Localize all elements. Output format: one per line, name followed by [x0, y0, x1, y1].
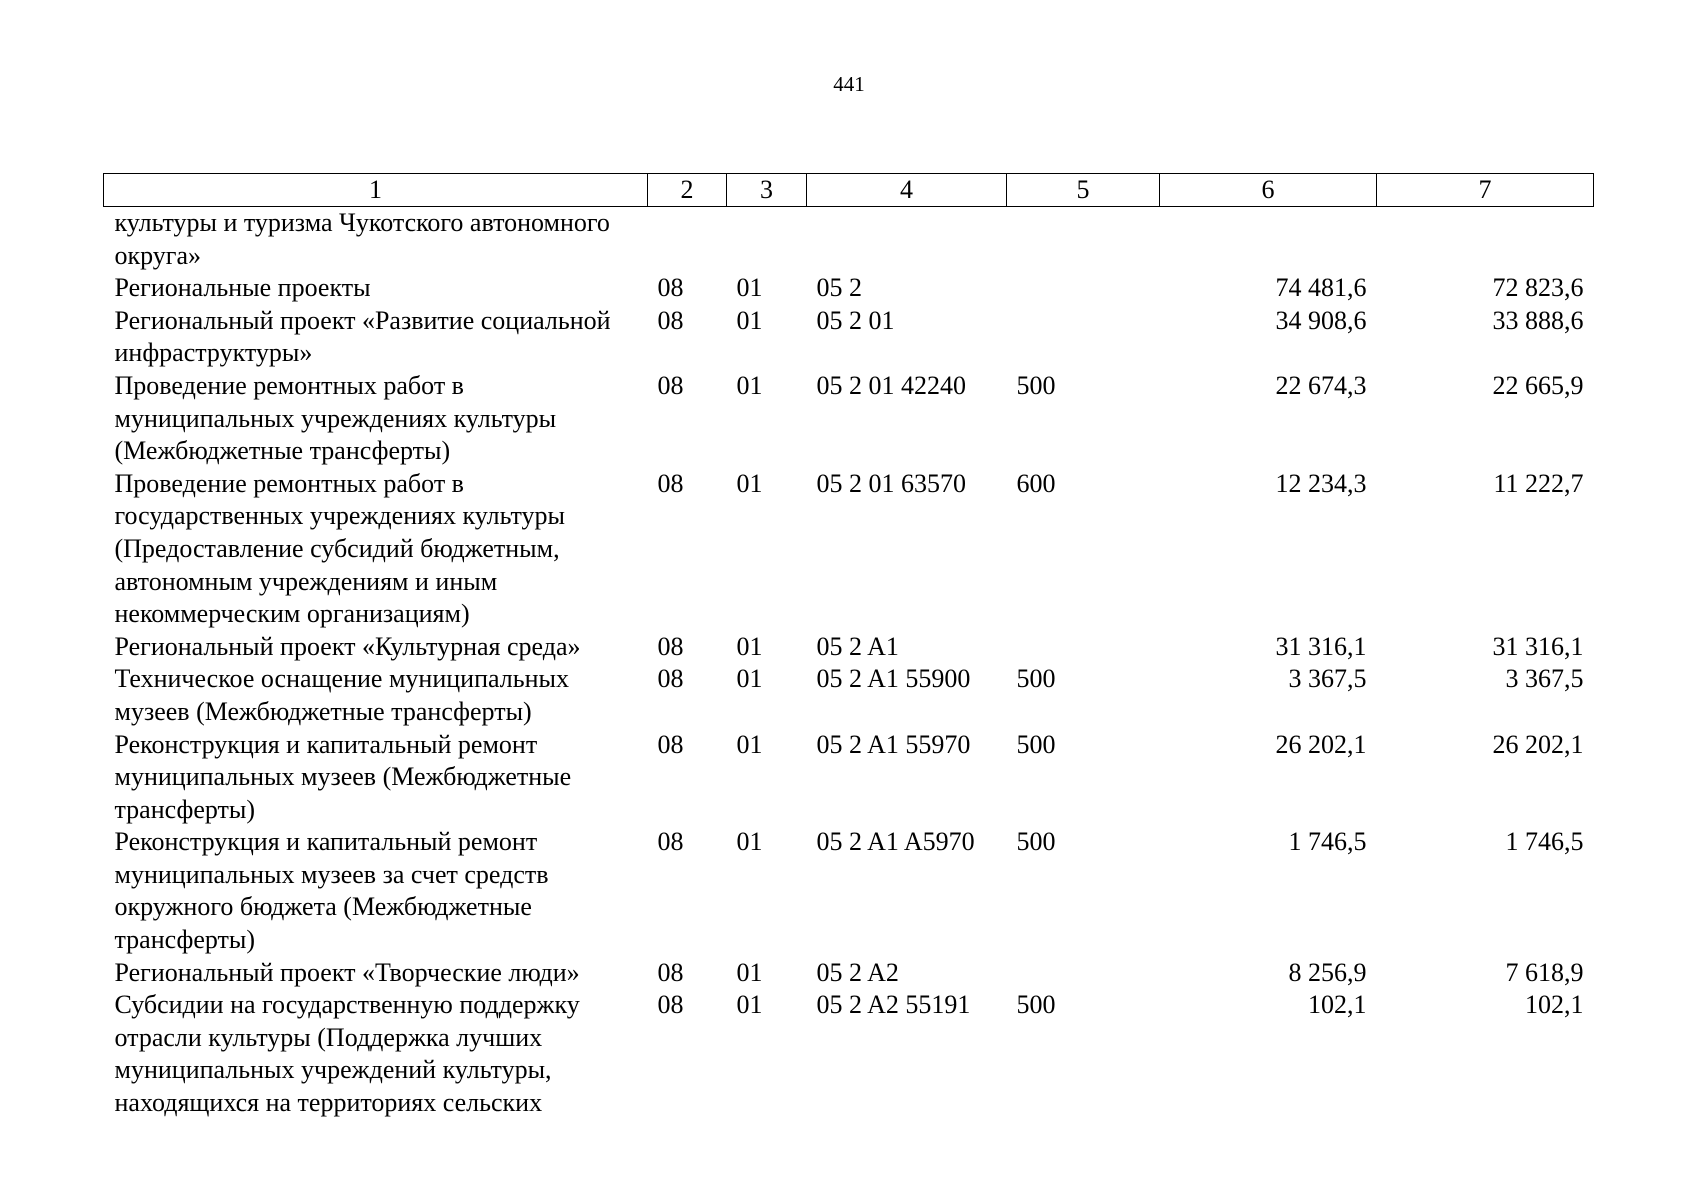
- cell-section: [648, 207, 727, 273]
- cell-target-article: 05 2 A1 A5970: [816, 827, 975, 857]
- cell-name: Региональный проект «Развитие социальной инфраструктуры»: [114, 305, 611, 368]
- column-header-5: 5: [1007, 174, 1160, 207]
- cell-name: Реконструкция и капитальный ремонт муниципальных музеев за счет средств окружного бюджета (Межбюджетные трансферты): [114, 827, 549, 955]
- cell-expense-type: 600: [1016, 468, 1056, 498]
- table-row: [104, 729, 1594, 827]
- cell-expense-type: [1007, 631, 1160, 664]
- cell-subsection: 01: [736, 729, 763, 759]
- cell-target-article: 05 2 01 63570: [816, 468, 966, 498]
- cell-amount-7: [1377, 207, 1594, 273]
- cell-amount-6: 8 256,9: [1288, 957, 1367, 987]
- table-row: [104, 631, 1594, 664]
- cell-subsection: 01: [736, 370, 763, 400]
- column-header-7: 7: [1377, 174, 1594, 207]
- cell-target-article: 05 2 A2 55191: [816, 990, 971, 1020]
- cell-amount-7: 26 202,1: [1492, 729, 1584, 759]
- cell-subsection: 01: [736, 631, 763, 661]
- cell-amount-6: 22 674,3: [1275, 370, 1367, 400]
- cell-expense-type: 500: [1016, 664, 1056, 694]
- table-row: [104, 272, 1594, 305]
- cell-expense-type: [1007, 957, 1160, 990]
- cell-target-article: 05 2 01: [816, 305, 895, 335]
- cell-amount-7: 31 316,1: [1492, 631, 1584, 661]
- cell-subsection: 01: [736, 664, 763, 694]
- column-header-1: 1: [104, 174, 648, 207]
- table-header-row: [104, 174, 1594, 207]
- table-row: [104, 663, 1594, 728]
- column-header-2: 2: [648, 174, 727, 207]
- cell-name: Техническое оснащение муниципальных музеев (Межбюджетные трансферты): [114, 664, 569, 726]
- table-row: [104, 957, 1594, 990]
- cell-section: 08: [657, 370, 684, 400]
- column-header-6: 6: [1160, 174, 1377, 207]
- cell-target-article: 05 2 01 42240: [816, 370, 966, 400]
- cell-amount-6: 31 316,1: [1275, 631, 1367, 661]
- table-row: [104, 468, 1594, 631]
- cell-subsection: 01: [736, 827, 763, 857]
- cell-name: Проведение ремонтных работ в муниципальных учреждениях культуры (Межбюджетные трансферты): [114, 370, 557, 466]
- cell-section: 08: [657, 664, 684, 694]
- cell-amount-7: 3 367,5: [1505, 664, 1584, 694]
- cell-section: 08: [657, 957, 684, 987]
- cell-expense-type: [1007, 305, 1160, 370]
- cell-subsection: [727, 207, 807, 273]
- cell-amount-6: 102,1: [1308, 990, 1367, 1020]
- cell-name: культуры и туризма Чукотского автономного округа»: [114, 208, 610, 270]
- cell-amount-7: 1 746,5: [1505, 827, 1584, 857]
- cell-section: 08: [657, 305, 684, 335]
- cell-subsection: 01: [736, 468, 763, 498]
- cell-amount-6: 1 746,5: [1288, 827, 1367, 857]
- page-number: 441: [833, 72, 865, 96]
- table-row: [104, 370, 1594, 468]
- cell-expense-type: 500: [1016, 990, 1056, 1020]
- cell-section: 08: [657, 468, 684, 498]
- table-row: [104, 305, 1594, 370]
- cell-amount-7: 72 823,6: [1492, 273, 1584, 303]
- cell-target-article: 05 2 A2: [816, 957, 899, 987]
- cell-name: Региональный проект «Творческие люди»: [114, 957, 580, 987]
- cell-amount-6: 3 367,5: [1288, 664, 1367, 694]
- cell-target-article: 05 2: [816, 273, 862, 303]
- cell-name: Проведение ремонтных работ в государственных учреждениях культуры (Предоставление субсидий бюджетным, автономным учреждениям и иным некоммерческим организациям): [114, 468, 565, 629]
- table-body: [104, 207, 1594, 1120]
- cell-amount-7: 22 665,9: [1492, 370, 1584, 400]
- cell-amount-6: 26 202,1: [1275, 729, 1367, 759]
- cell-subsection: 01: [736, 305, 763, 335]
- cell-amount-7: 11 222,7: [1493, 468, 1584, 498]
- cell-expense-type: 500: [1016, 827, 1056, 857]
- cell-name: Реконструкция и капитальный ремонт муниципальных музеев (Межбюджетные трансферты): [114, 729, 572, 824]
- cell-target-article: [807, 207, 1007, 273]
- cell-subsection: 01: [736, 990, 763, 1020]
- cell-amount-6: 34 908,6: [1275, 305, 1367, 335]
- table-row: [104, 826, 1594, 956]
- cell-name: Региональный проект «Культурная среда»: [114, 631, 581, 661]
- cell-name: Субсидии на государственную поддержку отрасли культуры (Поддержка лучших муниципальных учреждений культуры, находящихся на территориях сельских: [114, 990, 580, 1118]
- cell-section: 08: [657, 273, 684, 303]
- cell-expense-type: [1007, 207, 1160, 273]
- cell-expense-type: [1007, 272, 1160, 305]
- cell-amount-6: 74 481,6: [1275, 273, 1367, 303]
- budget-table: [103, 173, 1594, 1120]
- cell-name: Региональные проекты: [114, 273, 371, 303]
- cell-subsection: 01: [736, 957, 763, 987]
- cell-target-article: 05 2 A1 55970: [816, 729, 971, 759]
- cell-section: 08: [657, 990, 684, 1020]
- table-row: [104, 207, 1594, 273]
- cell-amount-7: 33 888,6: [1492, 305, 1584, 335]
- cell-amount-6: 12 234,3: [1275, 468, 1367, 498]
- cell-expense-type: 500: [1016, 729, 1056, 759]
- cell-target-article: 05 2 A1: [816, 631, 899, 661]
- cell-subsection: 01: [736, 273, 763, 303]
- table-row: [104, 989, 1594, 1119]
- column-header-4: 4: [807, 174, 1007, 207]
- cell-amount-7: 7 618,9: [1505, 957, 1584, 987]
- column-header-3: 3: [727, 174, 807, 207]
- cell-section: 08: [657, 827, 684, 857]
- cell-amount-7: 102,1: [1525, 990, 1584, 1020]
- cell-section: 08: [657, 631, 684, 661]
- cell-target-article: 05 2 A1 55900: [816, 664, 971, 694]
- cell-amount-6: [1160, 207, 1377, 273]
- cell-expense-type: 500: [1016, 370, 1056, 400]
- cell-section: 08: [657, 729, 684, 759]
